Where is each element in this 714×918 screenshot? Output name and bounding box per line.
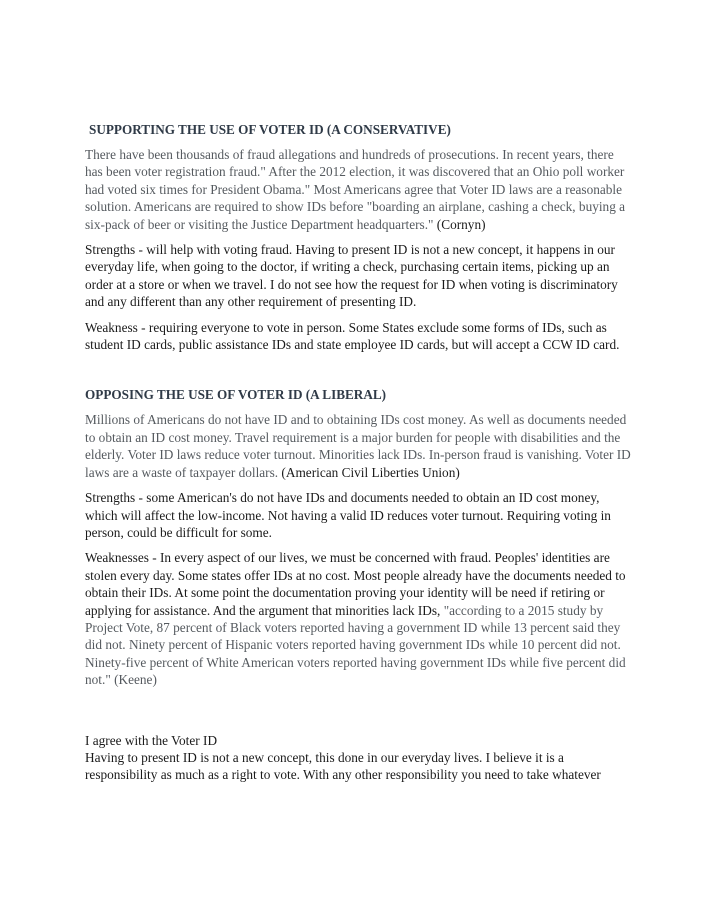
supporting-quote-paragraph [85,146,633,233]
section-spacer [85,697,633,732]
section-heading-supporting: SUPPORTING THE USE OF VOTER ID (A CONSERVATIVE) [89,122,451,137]
supporting-weakness-paragraph: Weakness - requiring everyone to vote in person. Some States exclude some forms of IDs, such as student ID cards, public assistance IDs and state employee ID cards, but will accept a CCW ID card. [85,319,620,353]
conclusion-title: I agree with the Voter ID [85,732,218,748]
document-body [85,121,633,784]
supporting-citation: (Cornyn) [436,216,486,232]
section-heading-opposing: OPPOSING THE USE OF VOTER ID (A LIBERAL) [85,387,387,403]
supporting-quote-text: There have been thousands of fraud allegations and hundreds of prosecutions. In recent years, there has been voter registration fraud." After the 2012 election, it was discovered that an Ohio poll worker had voted six times for President Obama." Most Americans agree that Voter ID laws are a reasonable solution. Americans are required to show IDs before "boarding an airplane, cashing a check, buying a six-pack of beer or visiting the Justice Department headquarters." [85,147,626,232]
opposing-strengths-paragraph: Strengths - some American's do not have IDs and documents needed to obtain an ID cost money, which will affect the low-income. Not having a valid ID reduces voter turnout. Requiring voting in person, could be difficult for some. [85,490,611,540]
opposing-quote-paragraph [85,411,633,481]
opposing-weaknesses-quote: "according to a 2015 study by Project Vote, 87 percent of Black voters reported having a government ID while 13 percent said they did not. Ninety percent of Hispanic voters reported having government IDs while 10 percent did not. Ninety-five percent of White American voters reported having government IDs while five percent did not." (Keene) [85,602,626,688]
opposing-quote-text: Millions of Americans do not have ID and to obtaining IDs cost money. As well as documents needed to obtain an ID cost money. Travel requirement is a major burden for people with disabilities and the elderly. Voter ID laws reduce voter turnout. Minorities lack IDs. In-person fraud is vanishing. Voter ID laws are a waste of taxpayer dollars. [85,412,631,480]
opposing-citation: (American Civil Liberties Union) [281,464,460,480]
conclusion-body: Having to present ID is not a new concept, this done in our everyday lives. I believe it is a responsibility as much as a right to vote. With any other responsibility you need to take whatever [85,749,601,783]
supporting-strengths-paragraph: Strengths - will help with voting fraud. Having to present ID is not a new concept, it happens in our everyday life, when going to the doctor, if writing a check, purchasing certain items, picking up an order at a store or when we travel. I do not see how the request for ID when voting is discriminatory and any different than any other requirement of presenting ID. [85,242,618,310]
opposing-weaknesses-paragraph [85,549,633,688]
opposing-weaknesses-intro: Weaknesses - In every aspect of our lives, we must be concerned with fraud. Peoples' identities are stolen every day. Some states offer IDs at no cost. Most people already have the documents needed to obtain their IDs. At some point the documentation proving your identity will be need if retiring or applying for assistance. And the argument that minorities lack IDs, [85,550,626,618]
